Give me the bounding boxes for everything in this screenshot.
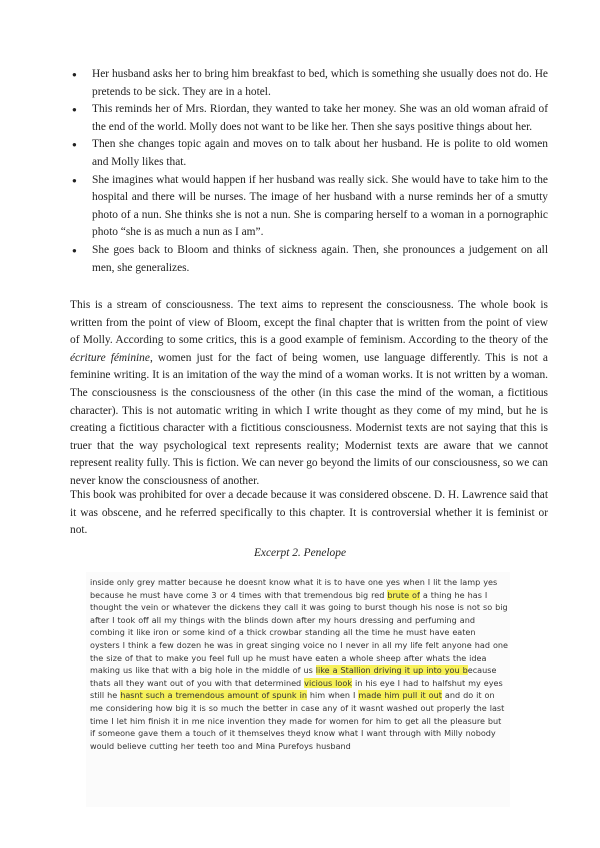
- excerpt-highlight: vicious look: [304, 677, 353, 688]
- excerpt-title: Excerpt 2. Penelope: [253, 547, 347, 559]
- excerpt-segment: him when I: [306, 690, 359, 701]
- ecriture-feminine-term: écriture féminine: [70, 351, 150, 364]
- excerpt-highlight: brute of: [387, 589, 420, 600]
- analysis-text-end: , women just for the fact of being women, use language differently. This is not a feminine writing. It is an imitation of the way the mind of a woman works. It is not written by a woman. The consciousness is the consciousness of the other (in this case the mind of the woman, a fictitious character). This is not automatic writing in which I write thought as they come of my mind, but he is creating a fictitious character with a fictitious consciousness. Modernist texts are not saying that this is truer that the way psychological text represents reality; Modernist texts are aware that we cannot represent reality fully. This is fiction. We can never go beyond the limits of our consciousness, so we can never know the consciousness of another.: [70, 351, 548, 487]
- summary-bullet-list: [70, 66, 548, 277]
- excerpt-segment: in his eye I had to halfshut my eyes still he: [90, 677, 503, 701]
- prohibition-paragraph: This book was prohibited for over a decade because it was considered obscene. D. H. Lawrence said that it was obscene, and he referred specifically to this chapter. It is controversial whether it is feminist or not.: [70, 489, 548, 537]
- bullet-item: ● She imagines what would happen if her husband was really sick. She would have to take him to the hospital and there will be nurses. The image of her husband with a nurse reminds her of a smutty photo of a nun. She thinks she is not a nun. She is comparing herself to a woman in a pornographic photo “she is as much a nun as I am”.: [70, 172, 548, 242]
- bullet-item: ● Her husband asks her to bring him breakfast to bed, which is something she usually does not do. He pretends to be sick. They are in a hotel.: [70, 66, 548, 101]
- excerpt-highlight: hasnt such a tremendous amount of spunk in: [120, 690, 307, 701]
- bullet-item: ● This reminds her of Mrs. Riordan, they wanted to take her money. She was an old woman afraid of the end of the world. Molly does not want to be like her. Then she says positive things about her.: [70, 101, 548, 136]
- analysis-text-start: This is a stream of consciousness. The text aims to represent the consciousness. The whole book is written from the point of view of Bloom, except the final chapter that is written from the point of view of Molly. According to some critics, this is a good example of feminism. According to the theory of the: [70, 299, 548, 347]
- bullet-item: ● Then she changes topic again and moves on to talk about her husband. He is polite to old women and Molly likes that.: [70, 136, 548, 171]
- excerpt-highlight: made him pull it out: [358, 690, 442, 701]
- analysis-paragraph: [70, 297, 548, 491]
- excerpt-text: [86, 572, 510, 752]
- bullet-item: ● She goes back to Bloom and thinks of sickness again. Then, she pronounces a judgement on all men, she generalizes.: [70, 242, 548, 277]
- excerpt-segment: and do it on me considering how big it is so much the better in case any of it wasnt washed out properly the last time I let him finish it in me nice invention they made for women for him to get all the pleasure but if someone gave them a touch of it themselves theyd know what I want through with Milly nobody would believe cutting her teeth too and Mina Purefoys husband: [90, 690, 505, 751]
- excerpt-highlight: like a Stallion driving it up into you b: [315, 665, 468, 676]
- excerpt-segment: a thing he has I thought the vein or whatever the dickens they call it was going to burst though his nose is not so big after I took off all my things with the blinds down after my hours dressing and perfuming and combing it like iron or some kind of a thick crowbar standing all the time he must have eaten oysters I think a few dozen he was in great singing voice no I never in all my life felt anyone had one the size of that to make you feel full up he must have eaten a whole sheep after whats the idea making us like that with a big hole in the middle of us: [90, 589, 509, 676]
- excerpt-segment: inside only grey matter because he doesnt know what it is to have one yes when I lit the lamp yes because he must have come 3 or 4 times with that tremendous big red: [90, 577, 498, 600]
- excerpt-scan-image: [86, 572, 510, 807]
- excerpt-segment: ecause thats all they want out of you with that determined: [90, 665, 497, 688]
